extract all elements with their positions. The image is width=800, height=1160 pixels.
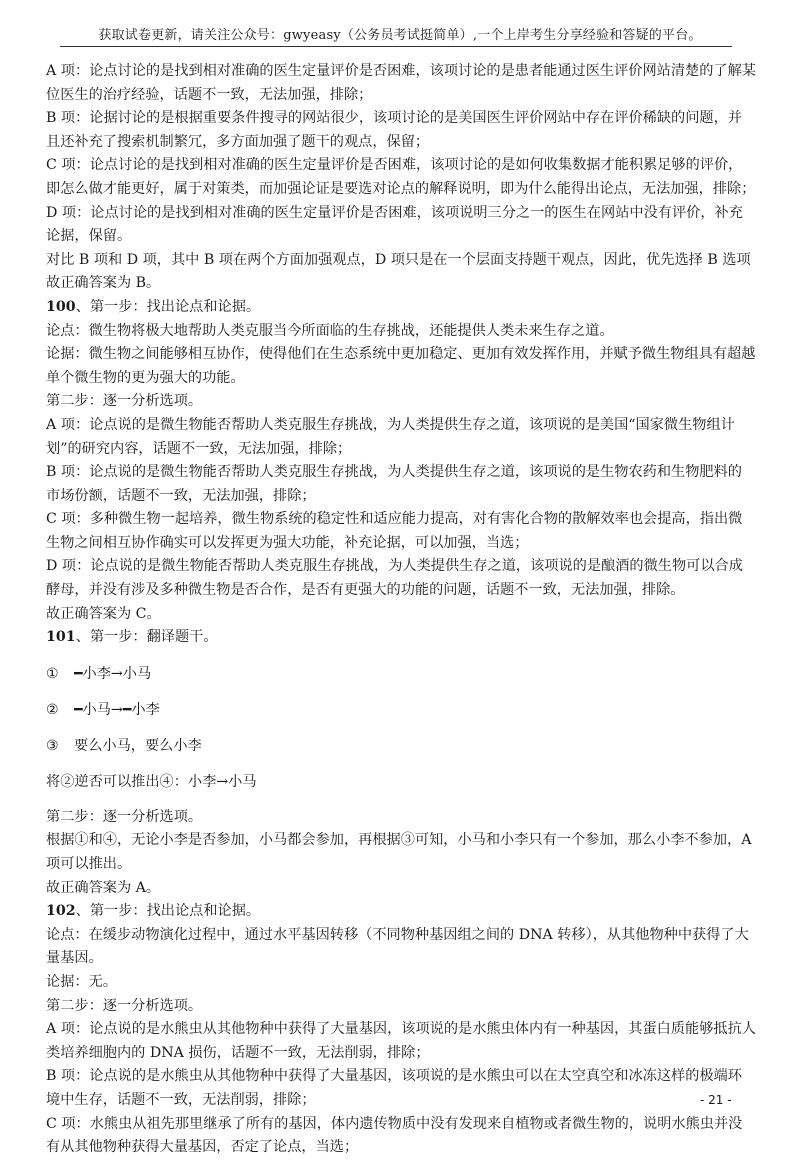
q101-number: 101 <box>46 629 76 646</box>
q101-formula-3 <box>46 728 756 764</box>
q101-analysis: 根据①和④，无论小李是否参加，小马都会参加，再根据③可知，小马和小李只有一个参加，那么小李不参加，A 项可以推出。 <box>46 832 752 873</box>
q102-claim: 论点：在缓步动物演化过程中，通过水平基因转移（不同物种基因组之间的 DNA 转移），从其他物种中获得了大量基因。 <box>46 926 749 967</box>
q100-step1: 、第一步：找出论点和论据。 <box>75 298 261 315</box>
q102-step2: 第二步：逐一分析选项。 <box>46 997 203 1014</box>
q100-heading <box>46 296 756 320</box>
q101-formula-2-number: ② <box>46 701 59 718</box>
q102-step1: 、第一步：找出论点和论据。 <box>75 903 261 920</box>
q100-evidence: 论据：微生物之间能够相互协作，使得他们在生态系统中更加稳定、更加有效发挥作用，并赋予微生物组具有超越单个微生物的更为强大的功能。 <box>46 346 756 386</box>
page-header: 获取试卷更新，请关注公众号：gwyeasy（公务员考试挺简单）,一个上岸考生分享经验和答疑的平台。 <box>98 28 702 43</box>
page-number: - 21 - <box>700 1093 732 1107</box>
q101-answer: 故正确答案为 A。 <box>46 879 161 896</box>
q99-compare: 对比 B 项和 D 项，其中 B 项在两个方面加强观点，D 项只是在一个层面支持题干观点，因此，优先选择 B 选项 <box>46 251 751 268</box>
q102-option-b: B 项：论点说的是水熊虫从其他物种中获得了大量基因，该项说的是水熊虫可以在太空真空和冰冻这样的极端环境中生存，话题不一致，无法削弱，排除； <box>46 1068 742 1108</box>
q100-claim: 论点：微生物将极大地帮助人类克服当今所面临的生存挑战，还能提供人类未来生存之道。 <box>46 322 614 339</box>
q101-formula-2-text: ━小马→━小李 <box>74 701 160 718</box>
q102-evidence: 论据：无。 <box>46 974 117 990</box>
q101-formula-3-text: 要么小马，要么小李 <box>74 737 202 754</box>
q100-answer: 故正确答案为 C。 <box>46 605 161 622</box>
q101-heading <box>46 626 756 650</box>
q101-formula-1-text: ━小李→小马 <box>74 665 152 682</box>
q99-answer: 故正确答案为 B。 <box>46 275 161 292</box>
q101-step1: 、第一步：翻译题干。 <box>75 629 218 646</box>
q101-formula-3-number: ③ <box>46 737 59 754</box>
q102-number: 102 <box>46 903 76 920</box>
header-divider <box>60 46 732 47</box>
q101-formula-1 <box>46 656 756 692</box>
q100-option-b: B 项：论点说的是微生物能否帮助人类克服生存挑战，为人类提供生存之道，该项说的是生物农药和生物肥料的市场份额，话题不一致，无法加强，排除； <box>46 464 742 504</box>
q102-heading <box>46 900 756 924</box>
q99-option-d: D 项：论点讨论的是找到相对准确的医生定量评价是否困难，该项说明三分之一的医生在网站中没有评价，补充论据，保留。 <box>46 204 743 245</box>
q100-option-a: A 项：论点说的是微生物能否帮助人类克服生存挑战，为人类提供生存之道，该项说的是美国“国家微生物组计划”的研究内容，话题不一致，无法加强，排除； <box>46 416 735 457</box>
q102-option-a: A 项：论点说的是水熊虫从其他物种中获得了大量基因，该项说的是水熊虫体内有一种基因，其蛋白质能够抵抗人类培养细胞内的 DNA 损伤，话题不一致，无法削弱，排除； <box>46 1021 756 1061</box>
q101-step2: 第二步：逐一分析选项。 <box>46 808 203 825</box>
document-body <box>46 60 756 1160</box>
q101-derive: 将②逆否可以推出④：小李→小马 <box>46 773 257 790</box>
q100-option-d: D 项：论点说的是微生物能否帮助人类克服生存挑战，为人类提供生存之道，该项说的是酿酒的微生物可以合成酵母，并没有涉及多种微生物是否合作，是否有更强大的功能的问题，话题不一致，无法加强，排除。 <box>46 558 743 599</box>
q99-option-a: A 项：论点讨论的是找到相对准确的医生定量评价是否困难，该项讨论的是患者能通过医生评价网站清楚的了解某位医生的治疗经验，话题不一致，无法加强，排除； <box>46 63 756 103</box>
q102-option-c: C 项：水熊虫从祖先那里继承了所有的基因，体内遗传物质中没有发现来自植物或者微生物的，说明水熊虫并没有从其他物种获得大量基因，否定了论点，当选； <box>46 1115 743 1156</box>
q99-option-b: B 项：论据讨论的是根据重要条件搜寻的网站很少，该项讨论的是美国医生评价网站中存在评价稀缺的问题，并且还补充了搜索机制繁冗，多方面加强了题干的观点，保留； <box>46 110 742 150</box>
q100-number: 100 <box>46 298 76 315</box>
q100-option-c: C 项：多种微生物一起培养，微生物系统的稳定性和适应能力提高，对有害化合物的散解效率也会提高，指出微生物之间相互协作确实可以发挥更为强大功能，补充论据，可以加强，当选； <box>46 511 743 551</box>
q101-formula-1-number: ① <box>46 665 59 682</box>
q99-option-c: C 项：论点讨论的是找到相对准确的医生定量评价是否困难，该项讨论的是如何收集数据才能积累足够的评价，即怎么做才能更好，属于对策类，而加强论证是要选对论点的解释说明，即为什么能得出论点，无法加强，排除； <box>46 157 756 197</box>
q100-step2: 第二步：逐一分析选项。 <box>46 393 203 410</box>
q101-formula-2 <box>46 692 756 728</box>
